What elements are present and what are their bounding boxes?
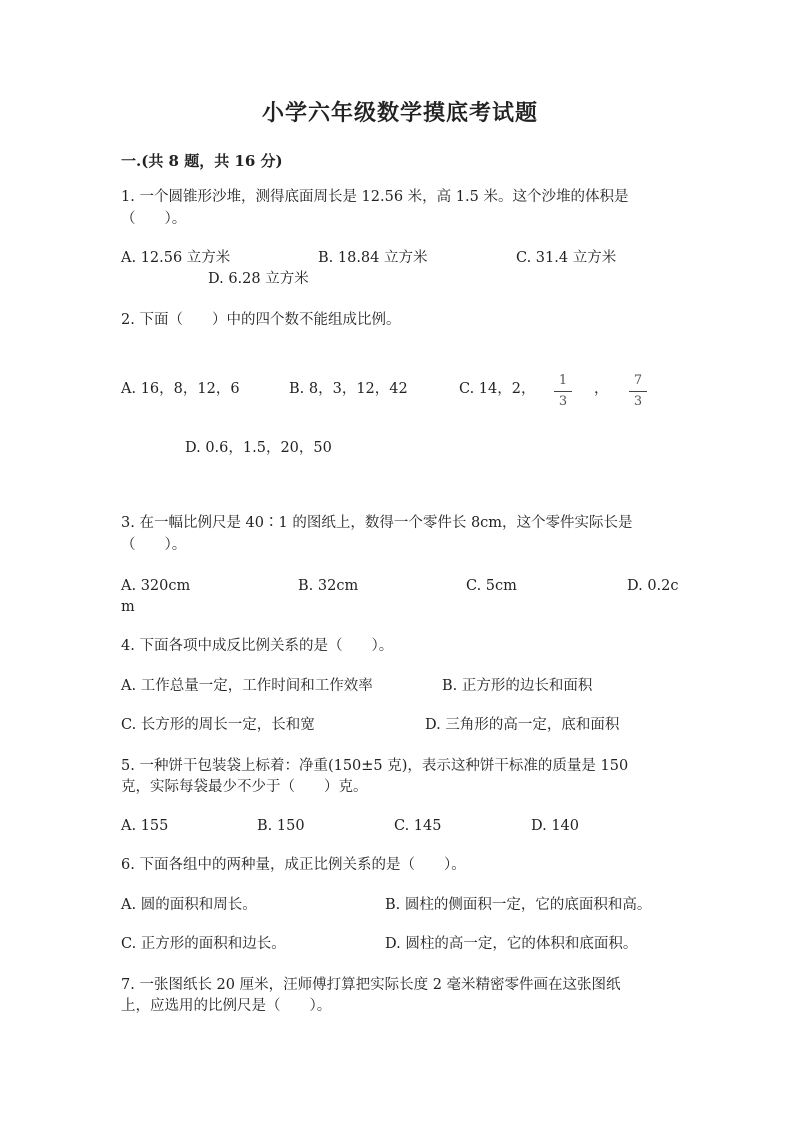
question-1-option-d[interactable]: D. 6.28 立方米 <box>208 271 309 287</box>
question-1-option-b[interactable]: B. 18.84 立方米 <box>318 250 428 266</box>
question-7-line-1: 7. 一张图纸长 20 厘米，汪师傅打算把实际长度 2 毫米精密零件画在这张图纸 <box>121 977 621 993</box>
question-4-option-a[interactable]: A. 工作总量一定，工作时间和工作效率 <box>121 678 373 694</box>
question-2-option-c[interactable]: C. 14，2， <box>459 381 536 397</box>
question-5-option-a[interactable]: A. 155 <box>121 818 169 834</box>
question-3-line-2: （ ）。 <box>121 537 187 553</box>
fraction-bar <box>554 391 572 392</box>
question-4-option-c[interactable]: C. 长方形的周长一定，长和宽 <box>121 717 315 733</box>
question-5-option-d[interactable]: D. 140 <box>531 818 580 834</box>
question-1-option-a[interactable]: A. 12.56 立方米 <box>121 250 231 266</box>
fraction-separator: ， <box>594 381 609 397</box>
question-1-option-c[interactable]: C. 31.4 立方米 <box>516 250 617 266</box>
fraction-numerator: 1 <box>558 373 568 388</box>
question-3-option-d[interactable]: D. 0.2c <box>627 578 679 594</box>
fraction-denominator: 3 <box>633 394 643 409</box>
question-3-option-a[interactable]: A. 320cm <box>121 578 191 594</box>
question-4-option-b[interactable]: B. 正方形的边长和面积 <box>442 678 593 694</box>
question-5-option-b[interactable]: B. 150 <box>257 818 305 834</box>
question-3-line-1: 3. 在一幅比例尺是 40∶1 的图纸上，数得一个零件长 8cm，这个零件实际长是 <box>121 515 633 531</box>
question-1-line-1: 1. 一个圆锥形沙堆，测得底面周长是 12.56 米，高 1.5 米。这个沙堆的体积是 <box>121 189 629 205</box>
question-6-line-1: 6. 下面各组中的两种量，成正比例关系的是（ ）。 <box>121 857 466 873</box>
question-7-line-2: 上，应选用的比例尺是（ ）。 <box>121 998 332 1014</box>
question-2-option-a[interactable]: A. 16，8，12，6 <box>121 381 240 397</box>
page-title: 小学六年级数学摸底考试题 <box>261 100 538 126</box>
question-3-option-d-wrap: m <box>121 599 135 615</box>
question-3-option-c[interactable]: C. 5cm <box>466 578 517 594</box>
fraction-seven-thirds <box>629 373 647 410</box>
question-3-option-b[interactable]: B. 32cm <box>298 578 359 594</box>
fraction-one-third <box>554 373 572 410</box>
question-5-line-2: 克，实际每袋最少不少于（ ）克。 <box>121 779 368 795</box>
question-6-option-a[interactable]: A. 圆的面积和周长。 <box>121 897 257 913</box>
question-6-option-d[interactable]: D. 圆柱的高一定，它的体积和底面积。 <box>385 936 638 952</box>
question-5-line-1: 5. 一种饼干包装袋上标着：净重(150±5 克)，表示这种饼干标准的质量是 150 <box>121 758 629 774</box>
fraction-denominator: 3 <box>558 394 568 409</box>
question-4-option-d[interactable]: D. 三角形的高一定，底和面积 <box>425 717 620 733</box>
section-heading: 一.(共 8 题，共 16 分) <box>121 152 283 170</box>
fraction-numerator: 7 <box>633 373 643 388</box>
question-2-option-b[interactable]: B. 8，3，12，42 <box>289 381 408 397</box>
question-6-option-b[interactable]: B. 圆柱的侧面积一定，它的底面积和高。 <box>385 897 652 913</box>
question-4-line-1: 4. 下面各项中成反比例关系的是（ ）。 <box>121 638 394 654</box>
question-1-line-2: （ ）。 <box>121 211 187 227</box>
question-2-line-1: 2. 下面（ ）中的四个数不能组成比例。 <box>121 312 401 328</box>
question-6-option-c[interactable]: C. 正方形的面积和边长。 <box>121 936 286 952</box>
fraction-bar <box>629 391 647 392</box>
question-5-option-c[interactable]: C. 145 <box>394 818 442 834</box>
question-2-option-d[interactable]: D. 0.6，1.5，20，50 <box>185 440 332 456</box>
